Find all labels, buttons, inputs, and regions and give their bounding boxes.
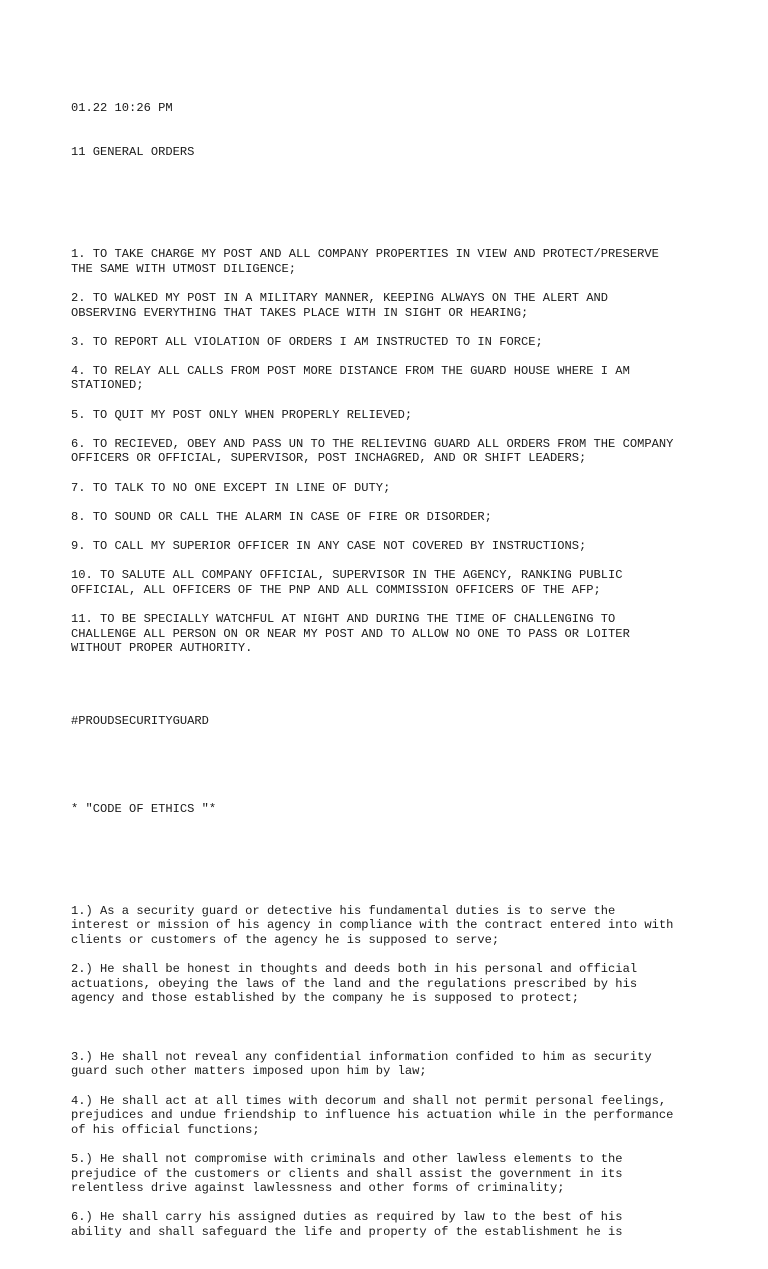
general-order-item xyxy=(71,612,721,656)
general-order-item-line: 11. TO BE SPECIALLY WATCHFUL AT NIGHT AND DURING THE TIME OF CHALLENGING TO xyxy=(71,611,616,626)
general-order-item xyxy=(71,510,721,525)
general-order-item xyxy=(71,481,721,496)
code-of-ethics-item-line: clients or customers of the agency he is supposed to serve; xyxy=(71,933,500,948)
general-order-item xyxy=(71,291,721,320)
general-order-item xyxy=(71,335,721,350)
code-of-ethics-item-line: relentless drive against lawlessness and other forms of criminality; xyxy=(71,1181,565,1196)
general-order-item-line: OFFICIAL, ALL OFFICERS OF THE PNP AND ALL COMMISSION OFFICERS OF THE AFP; xyxy=(71,582,601,597)
code-of-ethics-item-line: interest or mission of his agency in compliance with the contract entered into with xyxy=(71,918,674,933)
code-of-ethics-item-line: 4.) He shall act at all times with decorum and shall not permit personal feelings, xyxy=(71,1093,667,1108)
general-orders-list xyxy=(71,247,721,670)
general-order-item xyxy=(71,408,721,423)
hashtag: #PROUDSECURITYGUARD xyxy=(71,714,209,729)
timestamp: 01.22 10:26 PM xyxy=(71,101,173,116)
code-of-ethics-item-line: agency and those established by the company he is supposed to protect; xyxy=(71,991,580,1006)
code-of-ethics-item xyxy=(71,1152,721,1196)
general-order-item-line: 3. TO REPORT ALL VIOLATION OF ORDERS I AM INSTRUCTED TO IN FORCE; xyxy=(71,334,543,349)
general-order-item-line: 7. TO TALK TO NO ONE EXCEPT IN LINE OF DUTY; xyxy=(71,480,391,495)
code-of-ethics-item-line: prejudice of the customers or clients and shall assist the government in its xyxy=(71,1166,623,1181)
code-of-ethics-item-line: actuations, obeying the laws of the land and the regulations prescribed by his xyxy=(71,976,638,991)
code-of-ethics-item-line: 6.) He shall carry his assigned duties as required by law to the best of his xyxy=(71,1210,623,1225)
general-order-item-line: 9. TO CALL MY SUPERIOR OFFICER IN ANY CASE NOT COVERED BY INSTRUCTIONS; xyxy=(71,539,587,553)
general-order-item-line: 8. TO SOUND OR CALL THE ALARM IN CASE OF FIRE OR DISORDER; xyxy=(71,509,492,524)
general-order-item-line: 2. TO WALKED MY POST IN A MILITARY MANNER, KEEPING ALWAYS ON THE ALERT AND xyxy=(71,290,609,305)
code-of-ethics-item xyxy=(71,1050,721,1079)
general-order-item xyxy=(71,539,721,554)
code-of-ethics-item xyxy=(71,1094,721,1138)
general-order-item-line: 5. TO QUIT MY POST ONLY WHEN PROPERLY RELIEVED; xyxy=(71,407,413,422)
document-title: 11 GENERAL ORDERS xyxy=(71,144,195,159)
code-of-ethics-item-line: of his official functions; xyxy=(71,1122,260,1137)
general-order-item xyxy=(71,568,721,597)
code-of-ethics-item xyxy=(71,1210,721,1239)
general-order-item-line: 6. TO RECIEVED, OBEY AND PASS UN TO THE RELIEVING GUARD ALL ORDERS FROM THE COMPANY xyxy=(71,436,674,451)
general-order-item-line: 1. TO TAKE CHARGE MY POST AND ALL COMPANY PROPERTIES IN VIEW AND PROTECT/PRESERVE xyxy=(71,247,659,262)
code-of-ethics-item-line: 1.) As a security guard or detective his fundamental duties is to serve the xyxy=(71,903,616,918)
general-order-item-line: 4. TO RELAY ALL CALLS FROM POST MORE DISTANCE FROM THE GUARD HOUSE WHERE I AM xyxy=(71,363,630,378)
code-of-ethics-item-line: ability and shall safeguard the life and property of the establishment he is xyxy=(71,1224,623,1239)
general-order-item-line: WITHOUT PROPER AUTHORITY. xyxy=(71,641,253,656)
general-order-item-line: OBSERVING EVERYTHING THAT TAKES PLACE WITH IN SIGHT OR HEARING; xyxy=(71,305,529,320)
code-of-ethics-item-line: prejudices and undue friendship to influence his actuation while in the performance xyxy=(71,1108,674,1123)
general-order-item-line: THE SAME WITH UTMOST DILIGENCE; xyxy=(71,261,296,276)
general-order-item xyxy=(71,437,721,466)
general-order-item xyxy=(71,364,721,393)
code-of-ethics-item-line: 5.) He shall not compromise with criminals and other lawless elements to the xyxy=(71,1151,623,1166)
code-of-ethics-item xyxy=(71,962,721,1006)
document-page xyxy=(71,72,721,1269)
code-of-ethics-item-line: guard such other matters imposed upon him by law; xyxy=(71,1064,427,1079)
code-of-ethics-title: * "CODE OF ETHICS "* xyxy=(71,801,217,816)
general-order-item xyxy=(71,247,721,276)
code-of-ethics-item-line: 2.) He shall be honest in thoughts and deeds both in his personal and official xyxy=(71,962,638,977)
general-order-item-line: CHALLENGE ALL PERSON ON OR NEAR MY POST AND TO ALLOW NO ONE TO PASS OR LOITER xyxy=(71,626,630,641)
general-order-item-line: STATIONED; xyxy=(71,378,144,393)
code-of-ethics-item xyxy=(71,904,721,948)
general-order-item-line: OFFICERS OR OFFICIAL, SUPERVISOR, POST INCHAGRED, AND OR SHIFT LEADERS; xyxy=(71,451,587,466)
code-of-ethics-item-line: 3.) He shall not reveal any confidential information confided to him as security xyxy=(71,1049,652,1064)
code-of-ethics-list xyxy=(71,904,721,1254)
general-order-item-line: 10. TO SALUTE ALL COMPANY OFFICIAL, SUPERVISOR IN THE AGENCY, RANKING PUBLIC xyxy=(71,568,623,583)
